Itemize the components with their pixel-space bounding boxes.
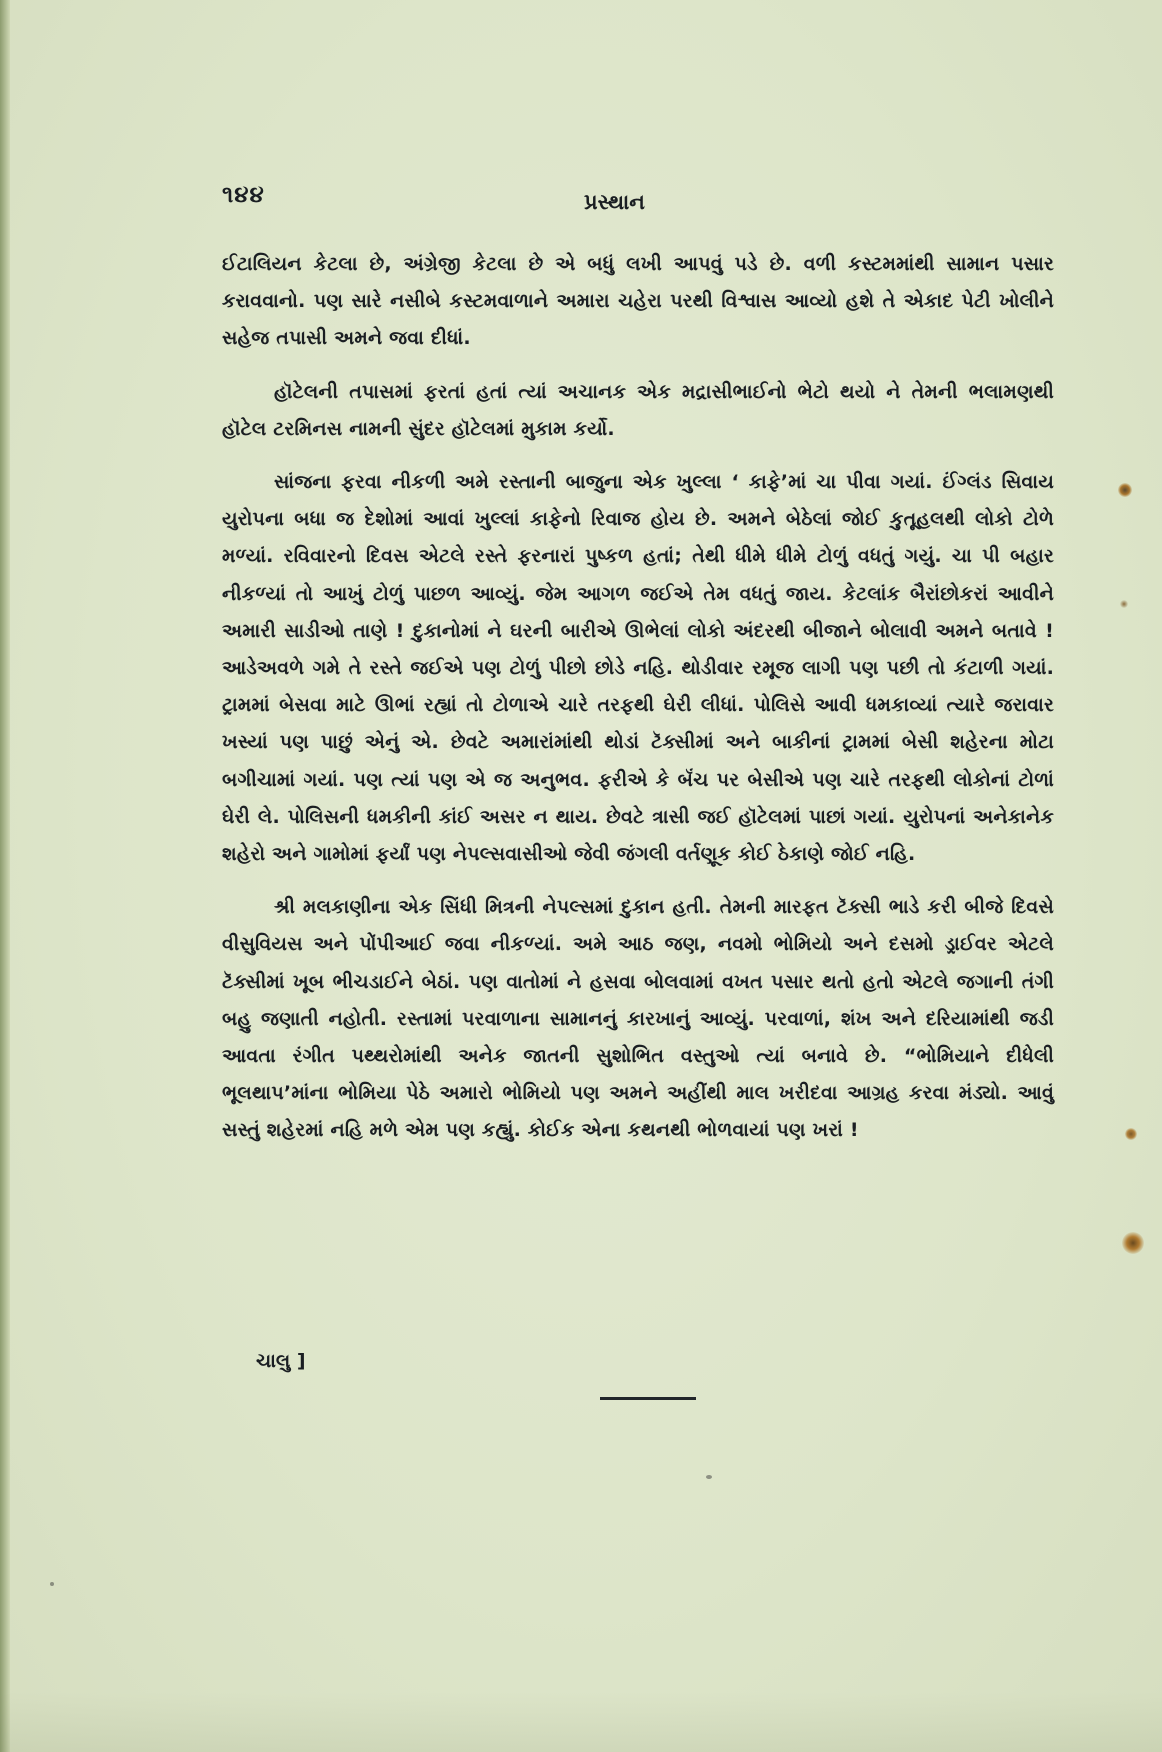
page-header <box>222 182 982 222</box>
paper-stain <box>706 1475 712 1479</box>
paragraph: ઈટાલિયન કેટલા છે, અંગ્રેજી કેટલા છે એ બધું લખી આપવું પડે છે. વળી કસ્ટમમાંથી સામાન પસાર કરાવવાનો. પણ સારે નસીબે કસ્ટમવાળાને અમારા ચહેરા પરથી વિશ્વાસ આવ્યો હશે તે એકાદ પેટી ખોલીને સહેજ તપાસી અમને જવા દીધાં. <box>222 253 1054 350</box>
paper-stain <box>50 1582 54 1586</box>
body-text <box>222 246 1054 1150</box>
paragraph: સાંજના ફરવા નીકળી અમે રસ્તાની બાજુના એક ખુલ્લા ‘ કાફે’માં ચા પીવા ગયાં. ઈંગ્લંડ સિવાય યુરોપના બધા જ દેશોમાં આવાં ખુલ્લાં કાફેનો રિવાજ હોય છે. અમને બેઠેલાં જોઈ કુતૂહલથી લોકો ટોળે મળ્યાં. રવિવારનો દિવસ એટલે રસ્તે ફરનારાં પુષ્કળ હતાં; તેથી ધીમે ધીમે ટોળું વધતું ગયું. ચા પી બહાર નીકળ્યાં તો આખું ટોળું પાછળ આવ્યું. જેમ આગળ જઈએ તેમ વધતું જાય. કેટલાંક બૈરાંછોકરાં આવીને અમારી સાડીઓ તાણે ! દુકાનોમાં ને ઘરની બારીએ ઊભેલાં લોકો અંદરથી બીજાને બોલાવી અમને બતાવે ! આડેઅવળે ગમે તે રસ્તે જઈએ પણ ટોળું પીછો છોડે નહિ. થોડીવાર રમૂજ લાગી પણ પછી તો કંટાળી ગયાં. ટ્રામમાં બેસવા માટે ઊભાં રહ્યાં તો ટોળાએ ચારે તરફથી ઘેરી લીધાં. પોલિસે આવી ધમકાવ્યાં ત્યારે જરાવાર ખસ્યાં પણ પાછું એનું એ. છેવટે અમારાંમાંથી થોડાં ટૅક્સીમાં અને બાકીનાં ટ્રામમાં બેસી શહેરના મોટા બગીચામાં ગયાં. પણ ત્યાં પણ એ જ અનુભવ. ફરીએ કે બૅંચ પર બેસીએ પણ ચારે તરફથી લોકોનાં ટોળાં ઘેરી લે. પોલિસની ધમકીની કાંઈ અસર ન થાય. છેવટે ત્રાસી જઈ હૉટેલમાં પાછાં ગયાં. યુરોપનાં અનેકાનેક શહેરો અને ગામોમાં ફર્યાં પણ નેપલ્સવાસીઓ જેવી જંગલી વર્તણૂક કોઈ ઠેકાણે જોઈ નહિ. <box>222 471 1054 866</box>
paragraph: શ્રી મલકાણીના એક સિંધી મિત્રની નેપલ્સમાં દુકાન હતી. તેમની મારફત ટૅક્સી ભાડે કરી બીજે દિવસે વીસુવિયસ અને પોંપીઆઈ જવા નીકળ્યાં. અમે આઠ જણ, નવમો ભોમિયો અને દસમો ડ્રાઈવર એટલે ટૅક્સીમાં ખૂબ ભીચડાઈને બેઠાં. પણ વાતોમાં ને હસવા બોલવામાં વખત પસાર થતો હતો એટલે જગાની તંગી બહુ જણાતી નહોતી. રસ્તામાં પરવાળાના સામાનનું કારખાનું આવ્યું. પરવાળાં, શંખ અને દરિયામાંથી જડી આવતા રંગીત પથ્થરોમાંથી અનેક જાતની સુશોભિત વસ્તુઓ ત્યાં બનાવે છે. “ભોમિયાને દીધેલી ભૂલથાપ’માંના ભોમિયા પેઠે અમારો ભોમિયો પણ અમને અહીંથી માલ ખરીદવા આગ્રહ કરવા મંડ્યો. આવું સસ્તું શહેરમાં નહિ મળે એમ પણ કહ્યું. કોઈક એના કથનથી ભોળવાયાં પણ ખરાં ! <box>222 896 1054 1142</box>
continued-marker: ચાલુ ] <box>256 1350 306 1372</box>
paper-stain <box>1118 483 1132 497</box>
running-title: પ્રસ્થાન <box>584 190 645 214</box>
page-binding-edge <box>0 0 10 1752</box>
paper-stain <box>1122 1232 1144 1254</box>
page-shadow <box>0 1692 1162 1752</box>
paragraph: હૉટેલની તપાસમાં ફરતાં હતાં ત્યાં અચાનક એક મદ્રાસીભાઈનો ભેટો થયો ને તેમની ભલામણથી હૉટેલ ટરમિનસ નામની સુંદર હૉટેલમાં મુકામ કર્યો. <box>222 380 1054 440</box>
paper-stain <box>1120 600 1128 608</box>
paper-stain <box>1125 1128 1137 1140</box>
page-number: ૧૪૪ <box>222 182 265 208</box>
section-end-rule <box>600 1397 696 1400</box>
